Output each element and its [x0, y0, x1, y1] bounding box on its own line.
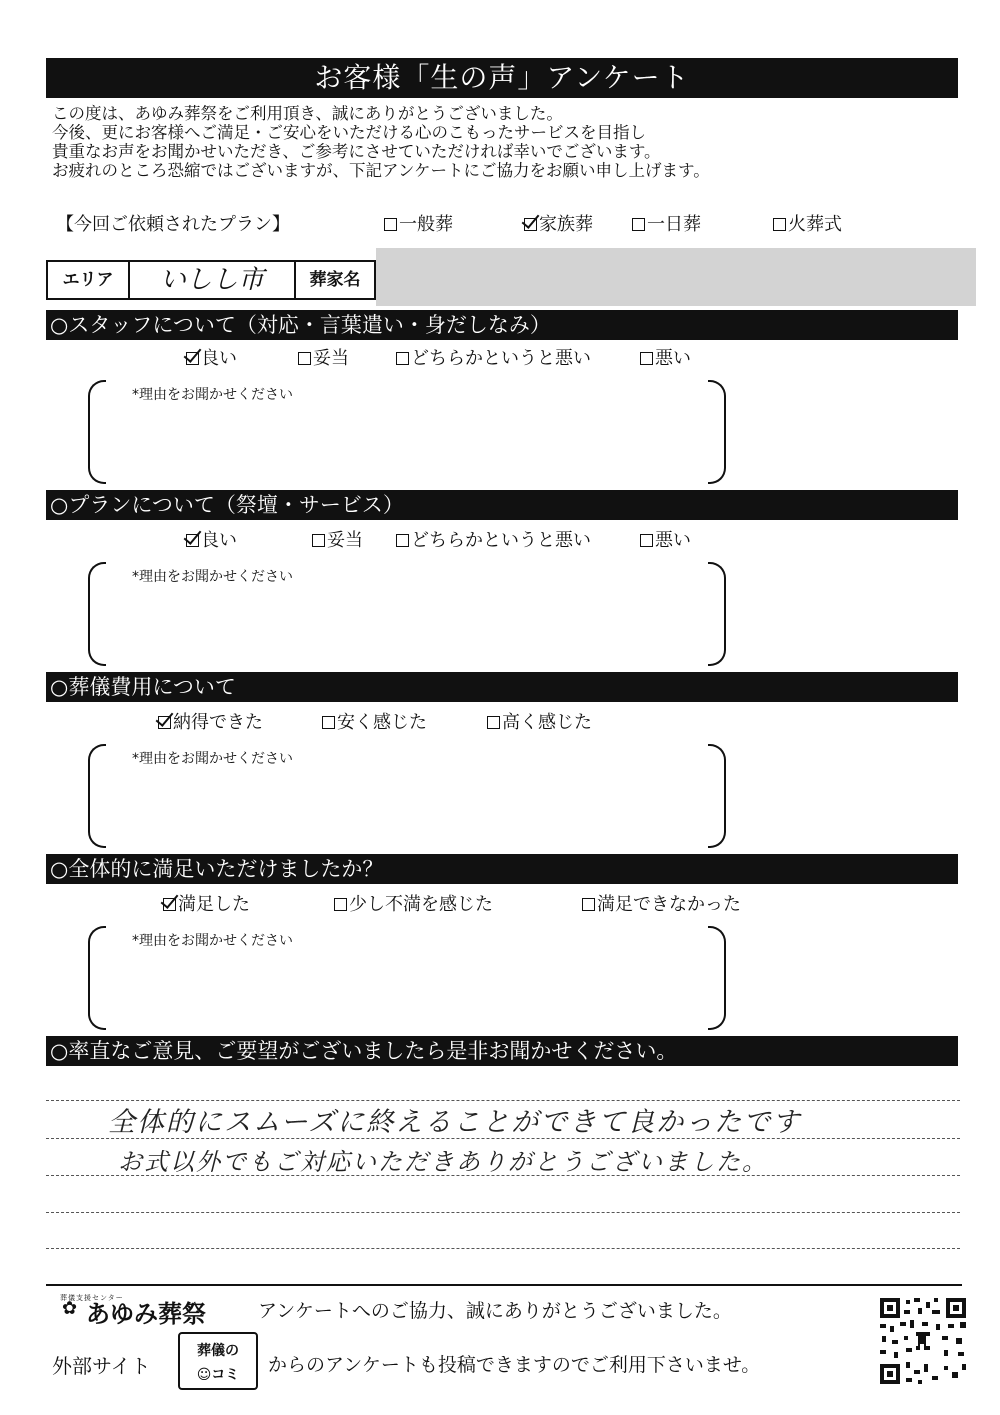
section-cost-title: ○葬儀費用について	[46, 672, 958, 702]
cost-option-expensive[interactable]: 高く感じた	[487, 712, 592, 734]
checkbox-checked[interactable]	[186, 352, 199, 365]
checkbox[interactable]	[396, 534, 409, 547]
plan-option-good[interactable]: 良い	[186, 530, 237, 552]
family-name-label: 葬家名	[309, 270, 361, 290]
checkbox[interactable]	[773, 218, 786, 231]
checkbox[interactable]	[384, 218, 397, 231]
checkbox[interactable]	[487, 716, 500, 729]
footer-thanks: アンケートへのご協力、誠にありがとうございました。	[258, 1300, 732, 1322]
checkbox[interactable]	[640, 352, 653, 365]
plan-option-fair[interactable]: 妥当	[312, 530, 363, 552]
external-site-text: からのアンケートも投稿できますのでご利用下さいませ。	[268, 1354, 761, 1376]
staff-option-bad[interactable]: 悪い	[640, 348, 691, 370]
page-title: お客様「生の声」アンケート	[46, 58, 958, 98]
review-site-badge[interactable]	[178, 1332, 258, 1390]
staff-option-somewhat-bad[interactable]: どちらかというと悪い	[396, 348, 591, 370]
reason-bracket-right	[708, 562, 726, 666]
badge-title: 葬儀の	[197, 1343, 239, 1359]
intro-line: お疲れのところ恐縮ではございますが、下記アンケートにご協力をお願い申し上げます。	[52, 161, 710, 180]
plan-option-somewhat-bad[interactable]: どちらかというと悪い	[396, 530, 591, 552]
checkbox[interactable]	[334, 898, 347, 911]
staff-option-fair[interactable]: 妥当	[298, 348, 349, 370]
intro-line: この度は、あゆみ葬祭をご利用頂き、誠にありがとうございました。	[52, 104, 563, 123]
plan-option-general[interactable]: 一般葬	[384, 214, 453, 236]
badge-subtitle: コミ	[211, 1367, 240, 1383]
footer-divider	[46, 1284, 962, 1286]
reason-placeholder: *理由をお聞かせください	[132, 933, 293, 949]
checkbox[interactable]	[632, 218, 645, 231]
handwritten-comment-line: 全体的にスムーズに終えることができて良かったです	[108, 1107, 802, 1138]
section-opinion-title: ○率直なご意見、ご要望がございましたら是非お聞かせください。	[46, 1036, 958, 1066]
staff-option-good[interactable]: 良い	[186, 348, 237, 370]
smile-icon: ☺	[196, 1367, 212, 1383]
overall-option-satisfied[interactable]: 満足した	[163, 894, 250, 916]
intro-line: 貴重なお声をお聞かせいただき、ご参考にさせていただければ幸いでございます。	[52, 142, 661, 161]
reason-bracket-left	[88, 926, 106, 1030]
plan-option-family[interactable]: 家族葬	[524, 214, 593, 236]
reason-bracket-left	[88, 380, 106, 484]
overall-option-slightly-dissatisfied[interactable]: 少し不満を感じた	[334, 894, 493, 916]
reason-placeholder: *理由をお聞かせください	[132, 569, 293, 585]
area-label: エリア	[62, 270, 114, 290]
section-staff-title: ○スタッフについて（対応・言葉遣い・身だしなみ）	[46, 310, 958, 340]
intro-text	[52, 104, 710, 180]
plan-label: 【今回ご依頼されたプラン】	[56, 214, 290, 235]
checkbox-checked[interactable]	[163, 898, 176, 911]
checkbox[interactable]	[298, 352, 311, 365]
checkbox[interactable]	[312, 534, 325, 547]
plan-option-cremation[interactable]: 火葬式	[773, 214, 842, 236]
company-logo: あゆみ葬祭	[86, 1300, 206, 1328]
reason-placeholder: *理由をお聞かせください	[132, 751, 293, 767]
plan-option-bad[interactable]: 悪い	[640, 530, 691, 552]
external-site-label: 外部サイト	[52, 1354, 151, 1378]
overall-option-not-satisfied[interactable]: 満足できなかった	[582, 894, 741, 916]
cost-option-satisfied[interactable]: 納得できた	[158, 712, 263, 734]
checkbox[interactable]	[322, 716, 335, 729]
handwritten-comment-line: お式以外でもご対応いただきありがとうございました。	[118, 1148, 768, 1176]
section-plan-title: ○プランについて（祭壇・サービス）	[46, 490, 958, 520]
checkbox[interactable]	[396, 352, 409, 365]
reason-bracket-left	[88, 562, 106, 666]
intro-line: 今後、更にお客様へご満足・ご安心をいただける心のこもったサービスを目指し	[52, 123, 646, 142]
checkbox-checked[interactable]	[158, 716, 171, 729]
flower-icon: ✿	[62, 1298, 78, 1319]
qr-code-icon[interactable]	[878, 1296, 968, 1386]
plan-option-oneday[interactable]: 一日葬	[632, 214, 701, 236]
reason-bracket-right	[708, 380, 726, 484]
section-overall-title: ○全体的に満足いただけましたか？	[46, 854, 958, 884]
family-name-field[interactable]	[376, 248, 976, 306]
reason-bracket-right	[708, 926, 726, 1030]
reason-placeholder: *理由をお聞かせください	[132, 387, 293, 403]
reason-bracket-left	[88, 744, 106, 848]
cost-option-cheap[interactable]: 安く感じた	[322, 712, 427, 734]
area-value: いしし市	[159, 265, 264, 295]
checkbox[interactable]	[640, 534, 653, 547]
checkbox[interactable]	[582, 898, 595, 911]
reason-bracket-right	[708, 744, 726, 848]
checkbox-checked[interactable]	[524, 218, 537, 231]
checkbox-checked[interactable]	[186, 534, 199, 547]
logo-subtitle: 葬儀支援センター	[60, 1294, 124, 1302]
